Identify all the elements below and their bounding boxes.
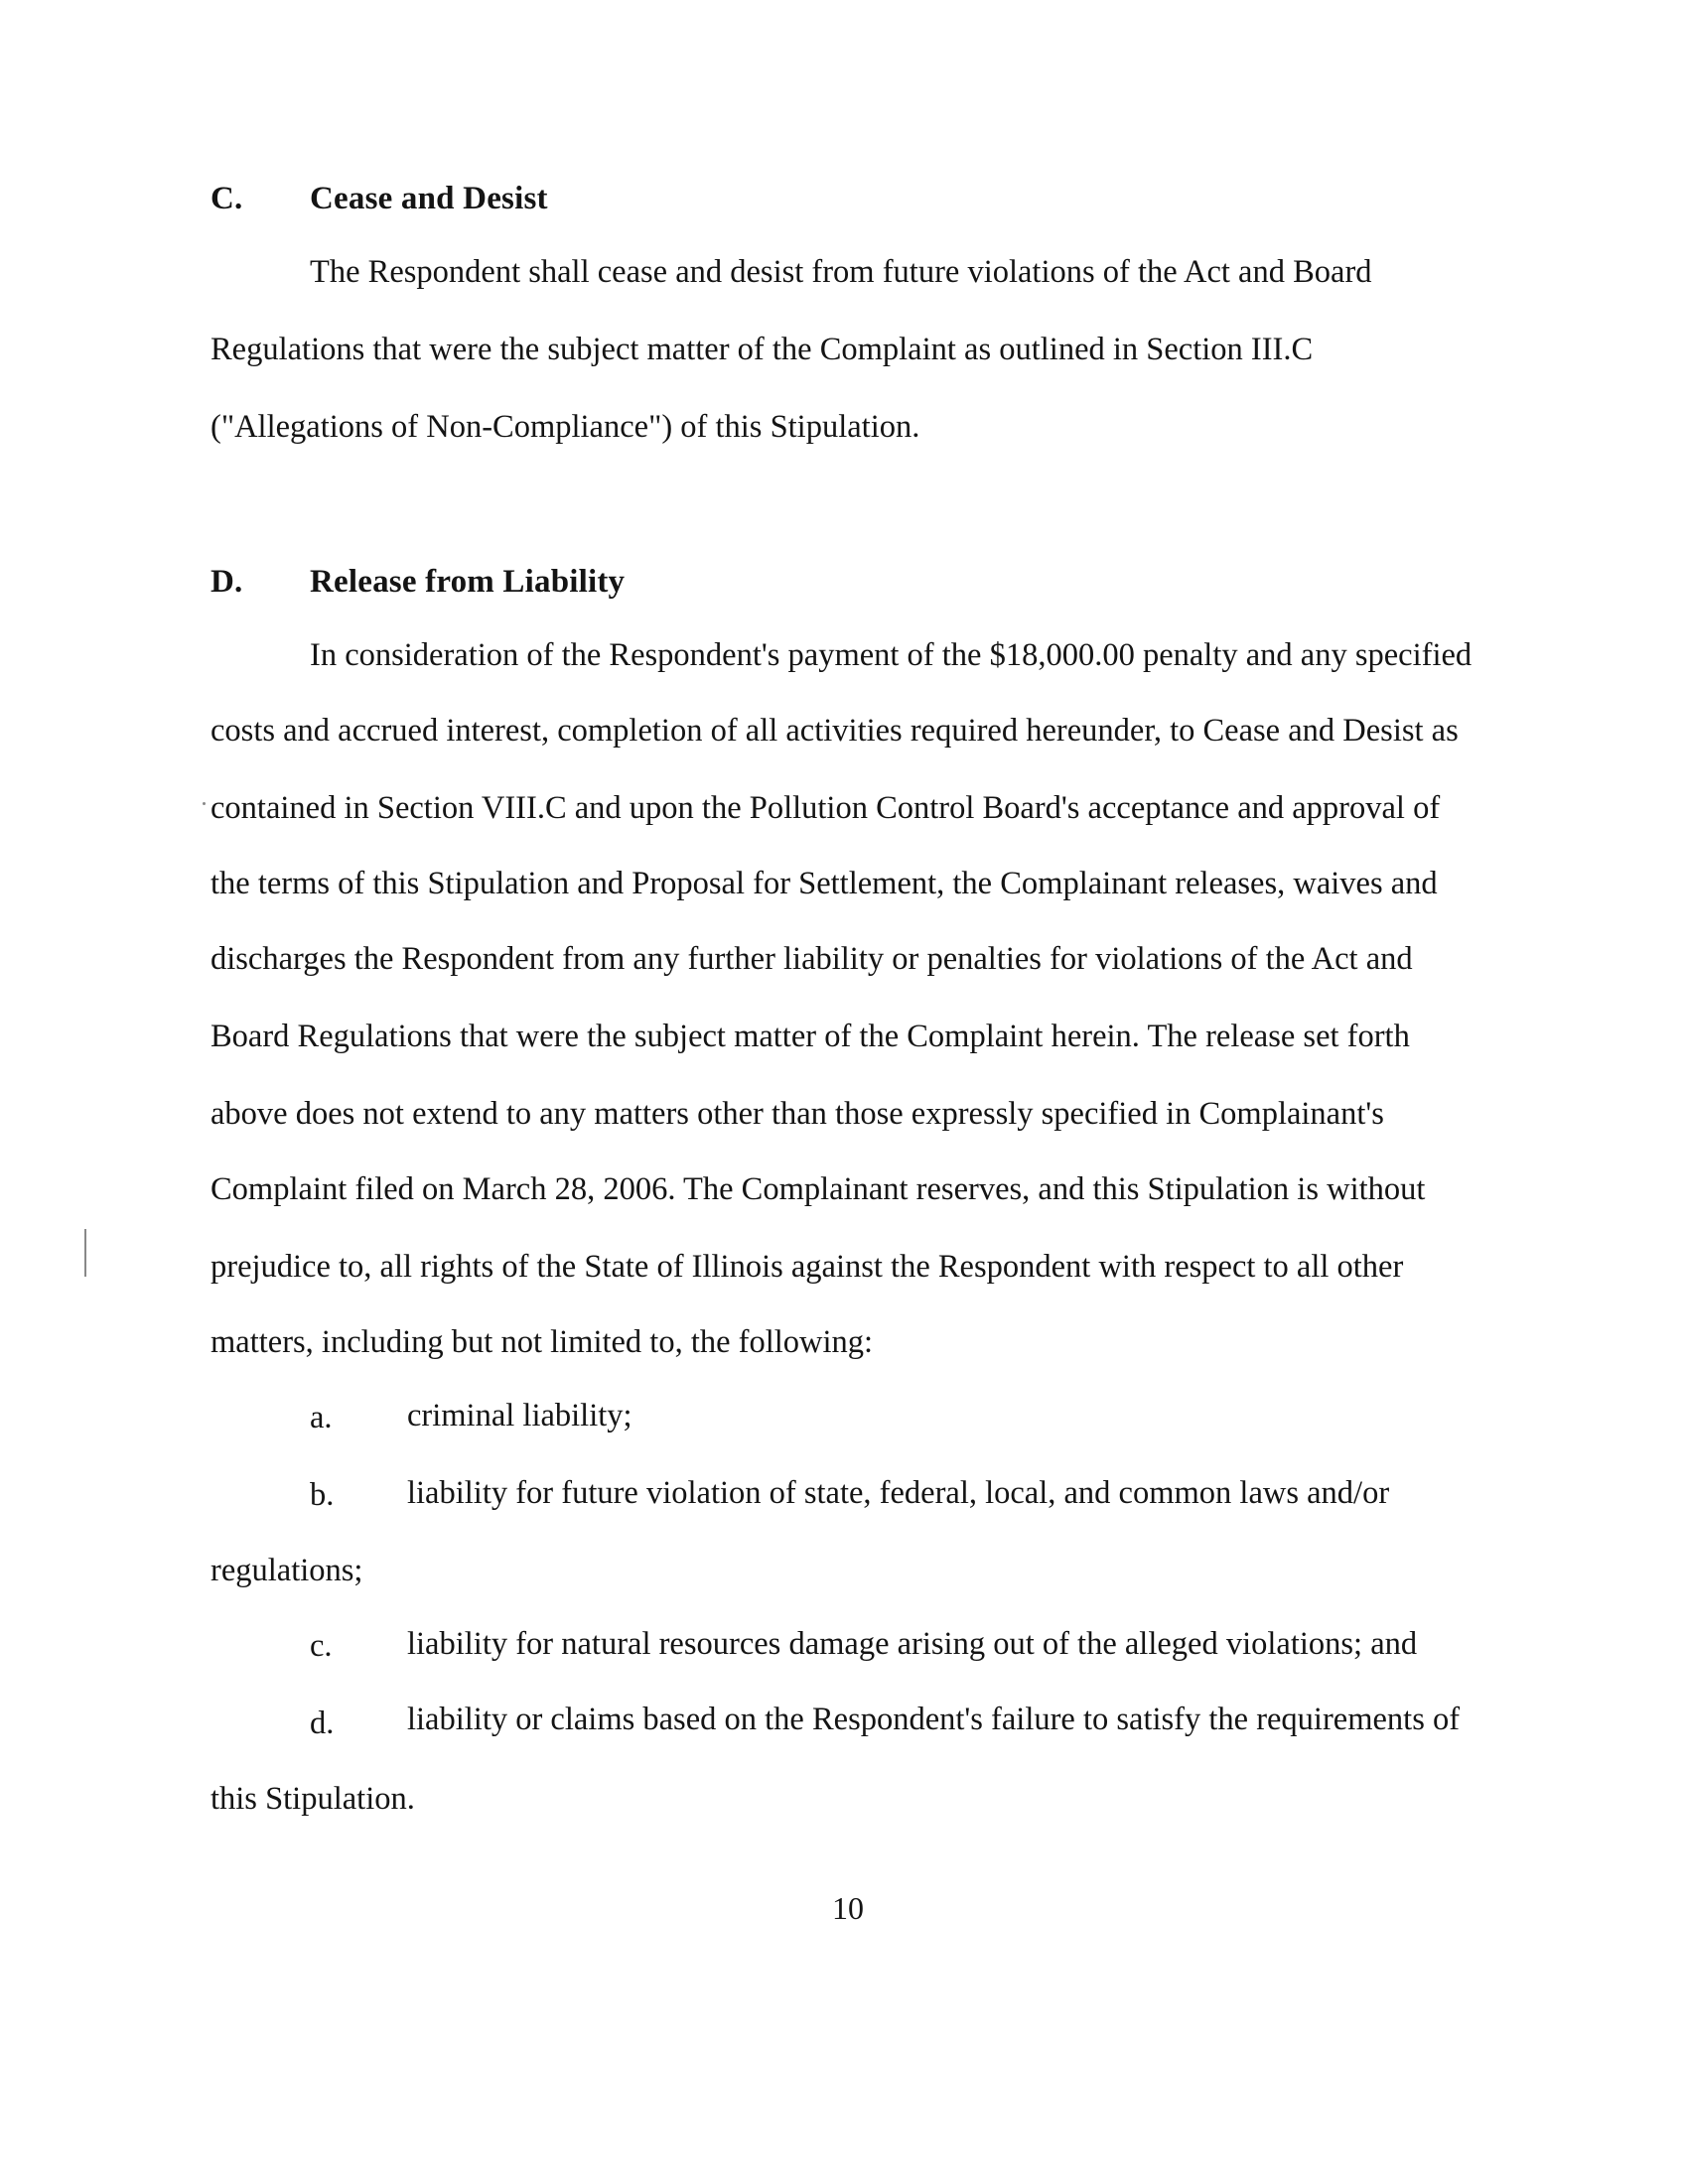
item-b-continuation: regulations;: [210, 1553, 363, 1588]
scan-artifact-dot: [203, 802, 206, 805]
item-a-letter: a.: [310, 1400, 333, 1435]
item-c-letter: c.: [310, 1628, 333, 1664]
item-d-letter: d.: [310, 1706, 335, 1741]
section-c-title: Cease and Desist: [310, 181, 548, 216]
section-d-line-10: matters, including but not limited to, the following:: [210, 1324, 874, 1360]
section-d-letter: D.: [210, 564, 243, 600]
item-b-letter: b.: [310, 1477, 335, 1513]
section-d-line-6: Board Regulations that were the subject matter of the Complaint herein. The release set forth: [210, 1019, 1410, 1054]
section-d-line-5: discharges the Respondent from any further liability or penalties for violations of the Act and: [210, 941, 1413, 977]
section-d-line-7: above does not extend to any matters other than those expressly specified in Complainant's: [210, 1096, 1384, 1132]
item-d-text: liability or claims based on the Respondent's failure to satisfy the requirements of: [407, 1702, 1461, 1737]
section-d-line-2: costs and accrued interest, completion of all activities required hereunder, to Cease and Desist as: [210, 713, 1459, 749]
page-number: 10: [832, 1890, 864, 1926]
section-c-line-2: Regulations that were the subject matter of the Complaint as outlined in Section III.C: [210, 332, 1314, 367]
item-a-text: criminal liability;: [407, 1398, 632, 1433]
item-d-continuation: this Stipulation.: [210, 1781, 415, 1817]
section-c-line-1: The Respondent shall cease and desist from future violations of the Act and Board: [310, 254, 1372, 290]
section-c-letter: C.: [210, 181, 243, 216]
section-d-title: Release from Liability: [310, 564, 626, 600]
section-d-line-4: the terms of this Stipulation and Proposal for Settlement, the Complainant releases, waives and: [210, 866, 1438, 901]
section-d-line-9: prejudice to, all rights of the State of Illinois against the Respondent with respect to all other: [210, 1249, 1404, 1285]
section-d-line-1: In consideration of the Respondent's payment of the $18,000.00 penalty and any specified: [310, 637, 1473, 673]
item-b-text: liability for future violation of state, federal, local, and common laws and/or: [407, 1475, 1390, 1511]
section-d-line-3: contained in Section VIII.C and upon the Pollution Control Board's acceptance and approval of: [210, 790, 1441, 826]
item-c-text: liability for natural resources damage arising out of the alleged violations; and: [407, 1626, 1418, 1662]
scan-artifact-mark: [84, 1229, 86, 1277]
section-c-line-3: ("Allegations of Non-Compliance") of this Stipulation.: [210, 409, 920, 445]
section-d-line-8: Complaint filed on March 28, 2006. The Complainant reserves, and this Stipulation is without: [210, 1171, 1426, 1207]
